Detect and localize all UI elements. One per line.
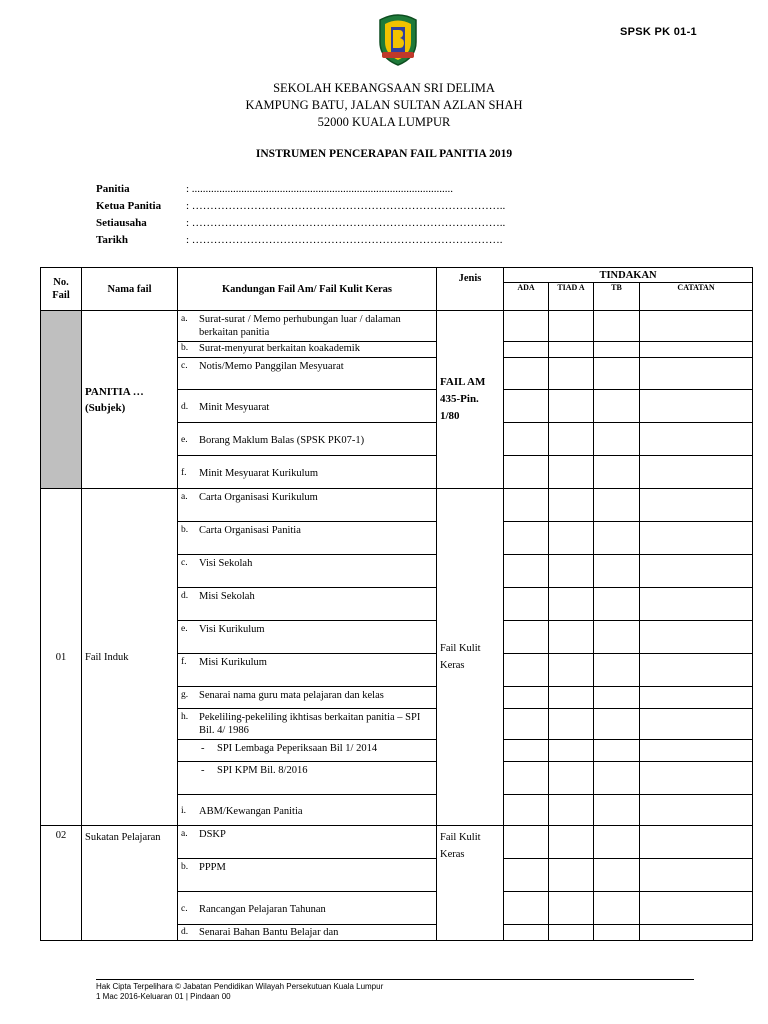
meta-value[interactable]: : …………………………………………………………………………. [186,234,503,246]
document-title: INSTRUMEN PENCERAPAN FAIL PANITIA 2019 [255,148,513,160]
item-dash: - [201,743,205,754]
file-type-cell: FAIL AM 435-Pin. 1/80 [437,311,504,489]
revision-line: 1 Mac 2016-Keluaran 01 | Pindaan 00 [96,992,231,1001]
catatan-cell[interactable] [640,740,753,762]
catatan-cell[interactable] [640,859,753,892]
ada-cell[interactable] [504,740,549,762]
file-type-cell: Fail Kulit Keras [437,826,504,941]
ada-cell[interactable] [504,762,549,795]
meta-row-ketua-panitia [96,198,505,215]
item-letter: i. [181,805,187,816]
ada-cell[interactable] [504,456,549,489]
header-tb: TB [594,283,640,311]
content-item [178,522,437,555]
ada-cell[interactable] [504,621,549,654]
meta-label: Tarikh [96,234,129,246]
ada-cell[interactable] [504,588,549,621]
inspection-table [40,267,753,941]
ada-cell[interactable] [504,795,549,826]
school-crest-icon [376,12,420,66]
meta-label: Setiausaha [96,217,147,229]
tiada-cell[interactable] [549,892,594,925]
tb-cell[interactable] [594,892,640,925]
school-header [0,80,768,131]
header-ada: ADA [504,283,549,311]
item-text: Rancangan Pelajaran Tahunan [199,903,326,915]
tiada-cell[interactable] [549,423,594,456]
ada-cell[interactable] [504,687,549,709]
ada-cell[interactable] [504,342,549,358]
item-letter: e. [181,434,188,445]
item-text: Carta Organisasi Kurikulum [199,492,318,503]
item-letter: b. [181,525,189,535]
item-text: SPI Lembaga Peperiksaan Bil 1/ 2014 [217,743,378,754]
item-letter: b. [181,343,189,353]
catatan-cell[interactable] [640,709,753,740]
tb-cell[interactable] [594,390,640,423]
content-item [178,358,437,390]
meta-fields [96,181,505,249]
item-letter: a. [181,492,188,502]
tiada-cell[interactable] [549,859,594,892]
tiada-cell[interactable] [549,588,594,621]
ada-cell[interactable] [504,358,549,390]
content-item [178,709,437,740]
item-letter: d. [181,591,189,601]
tb-cell[interactable] [594,762,640,795]
tiada-cell[interactable] [549,687,594,709]
catatan-cell[interactable] [640,390,753,423]
tiada-cell[interactable] [549,826,594,859]
tiada-cell[interactable] [549,342,594,358]
content-item [178,795,437,826]
ada-cell[interactable] [504,826,549,859]
catatan-cell[interactable] [640,456,753,489]
content-item [178,687,437,709]
ada-cell[interactable] [504,709,549,740]
item-text: Minit Mesyuarat [199,401,270,413]
ada-cell[interactable] [504,522,549,555]
content-item [178,654,437,687]
meta-value[interactable]: : ………………………………………………………………………….. [186,217,506,229]
file-name-cell: Sukatan Pelajaran [82,826,178,941]
catatan-cell[interactable] [640,489,753,522]
item-letter: e. [181,624,188,634]
tb-cell[interactable] [594,522,640,555]
catatan-cell[interactable] [640,621,753,654]
item-letter: f. [181,467,187,478]
item-text: SPI KPM Bil. 8/2016 [217,765,308,776]
copyright-line: Hak Cipta Terpelihara © Jabatan Pendidikan Wilayah Persekutuan Kuala Lumpur [96,982,384,991]
item-letter: d. [181,927,189,937]
file-number-cell: 01 [41,489,82,826]
meta-label: Ketua Panitia [96,200,162,212]
catatan-cell[interactable] [640,588,753,621]
content-item [178,311,437,342]
header-no-fail: No. Fail [41,268,82,311]
tb-cell[interactable] [594,489,640,522]
ada-cell[interactable] [504,390,549,423]
tb-cell[interactable] [594,859,640,892]
catatan-cell[interactable] [640,687,753,709]
item-text: Surat-surat / Memo perhubungan luar / dalaman berkaitan panitia [199,314,401,338]
catatan-cell[interactable] [640,795,753,826]
catatan-cell[interactable] [640,555,753,588]
item-text: Minit Mesyuarat Kurikulum [199,467,318,479]
item-dash: - [201,765,205,776]
header-tiada: TIAD A [549,283,594,311]
tiada-cell[interactable] [549,621,594,654]
catatan-cell[interactable] [640,342,753,358]
item-text: Misi Sekolah [199,591,255,602]
catatan-cell[interactable] [640,311,753,342]
content-item [178,456,437,489]
item-text: Visi Kurikulum [199,624,265,635]
item-letter: h. [181,712,189,722]
catatan-cell[interactable] [640,358,753,390]
meta-value[interactable]: : ............................................................................................... [186,183,454,195]
item-letter: c. [181,903,188,914]
school-address-line: KAMPUNG BATU, JALAN SULTAN AZLAN SHAH [245,98,523,112]
school-postcode-city: 52000 KUALA LUMPUR [317,115,451,129]
item-text: DSKP [199,829,226,840]
tb-cell[interactable] [594,621,640,654]
tb-cell[interactable] [594,795,640,826]
footer [96,982,383,1002]
catatan-cell[interactable] [640,892,753,925]
meta-label: Panitia [96,183,130,195]
file-number-cell [41,311,82,489]
item-text: Surat-menyurat berkaitan koakademik [199,343,360,354]
tb-cell[interactable] [594,826,640,859]
content-item [178,892,437,925]
content-item [178,762,437,795]
tiada-cell[interactable] [549,358,594,390]
content-item [178,555,437,588]
tb-cell[interactable] [594,588,640,621]
item-text: Senarai nama guru mata pelajaran dan kelas [199,690,384,701]
tiada-cell[interactable] [549,555,594,588]
item-letter: b. [181,862,189,872]
content-item [178,925,437,941]
tb-cell[interactable] [594,709,640,740]
item-text: Visi Sekolah [199,558,253,569]
tiada-cell[interactable] [549,795,594,826]
catatan-cell[interactable] [640,423,753,456]
content-item [178,859,437,892]
tiada-cell[interactable] [549,762,594,795]
catatan-cell[interactable] [640,654,753,687]
meta-row-tarikh [96,232,505,249]
item-text: Notis/Memo Panggilan Mesyuarat [199,361,344,372]
tb-cell[interactable] [594,423,640,456]
content-item [178,588,437,621]
item-text: Misi Kurikulum [199,657,267,668]
tiada-cell[interactable] [549,311,594,342]
tb-cell[interactable] [594,654,640,687]
tb-cell[interactable] [594,311,640,342]
tiada-cell[interactable] [549,390,594,423]
item-letter: c. [181,558,188,568]
item-letter: d. [181,401,189,412]
tiada-cell[interactable] [549,522,594,555]
content-item [178,342,437,358]
tb-cell[interactable] [594,740,640,762]
item-text: Senarai Bahan Bantu Belajar dan [199,927,339,938]
ada-cell[interactable] [504,892,549,925]
item-text: Pekeliling-pekeliling ikhtisas berkaitan panitia – SPI Bil. 4/ 1986 [199,712,421,736]
tiada-cell[interactable] [549,654,594,687]
item-text: ABM/Kewangan Panitia [199,805,303,817]
content-item [178,390,437,423]
item-text: PPPM [199,862,226,873]
school-name: SEKOLAH KEBANGSAAN SRI DELIMA [273,81,495,95]
tiada-cell[interactable] [549,709,594,740]
item-letter: a. [181,314,188,324]
tiada-cell[interactable] [549,740,594,762]
content-item [178,740,437,762]
meta-row-panitia [96,181,505,198]
content-item [178,423,437,456]
tb-cell[interactable] [594,925,640,941]
ada-cell[interactable] [504,423,549,456]
tb-cell[interactable] [594,342,640,358]
ada-cell[interactable] [504,555,549,588]
header-nama-fail: Nama fail [82,268,178,311]
item-letter: a. [181,829,188,839]
content-item [178,621,437,654]
header-catatan: CATATAN [640,283,753,311]
meta-value[interactable]: : ………………………………………………………………………….. [186,200,506,212]
file-type-cell: Fail Kulit Keras [437,489,504,826]
content-item [178,826,437,859]
tb-cell[interactable] [594,555,640,588]
ada-cell[interactable] [504,311,549,342]
ada-cell[interactable] [504,654,549,687]
item-letter: g. [181,690,189,700]
item-text: Carta Organisasi Panitia [199,525,301,536]
meta-row-setiausaha [96,215,505,232]
content-item [178,489,437,522]
footer-divider [96,979,694,980]
catatan-cell[interactable] [640,925,753,941]
header-jenis: Jenis [437,268,504,311]
tb-cell[interactable] [594,358,640,390]
file-number-cell: 02 [41,826,82,941]
item-text: Borang Maklum Balas (SPSK PK07-1) [199,434,365,446]
file-name-cell: PANITIA … (Subjek) [82,311,178,489]
header-kandungan: Kandungan Fail Am/ Fail Kulit Keras [178,268,437,311]
catatan-cell[interactable] [640,762,753,795]
tiada-cell[interactable] [549,456,594,489]
document-code: SPSK PK 01-1 [620,26,697,38]
tb-cell[interactable] [594,687,640,709]
item-letter: c. [181,361,188,371]
tb-cell[interactable] [594,456,640,489]
ada-cell[interactable] [504,859,549,892]
tiada-cell[interactable] [549,925,594,941]
ada-cell[interactable] [504,489,549,522]
file-name-cell: Fail Induk [82,489,178,826]
catatan-cell[interactable] [640,522,753,555]
tiada-cell[interactable] [549,489,594,522]
ada-cell[interactable] [504,925,549,941]
catatan-cell[interactable] [640,826,753,859]
header-tindakan: TINDAKAN [504,268,753,283]
item-letter: f. [181,657,187,667]
